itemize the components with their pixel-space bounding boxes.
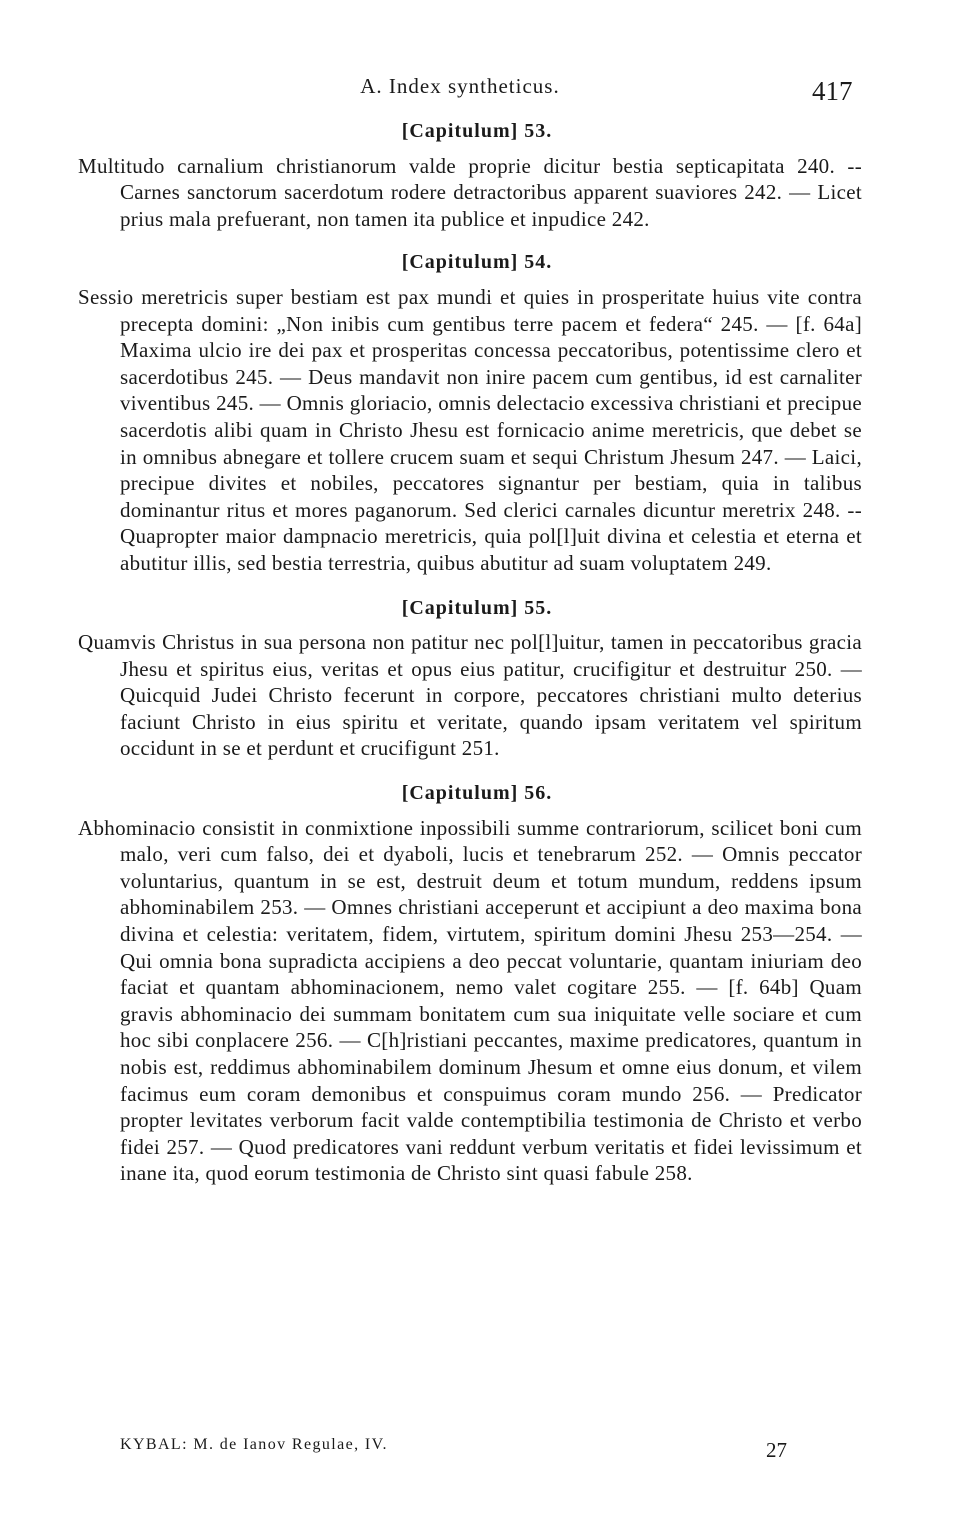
chapter-paragraph: Abhominacio consistit in conmixtione inpossibili summe contrariorum, scilicet boni cum malo, veri cum falso, dei et dyaboli, lucis et tenebrarum 252. — Omnis peccator voluntarius, quantum in se est, destruit deum et totum mundum, reddens ipsum abhominabilem 253. — Omnes christiani acceperunt et accipiunt a deo maxima bona divina et celestia: veritatem, fidem, virtutem, spiritum domini Jhesu 253—254. — Qui omnia bona supradicta accipiens a deo peccat voluntarie, quantam iniuriam deo faciat et quantam abhominacionem, nemo valet cogitare 255. — [f. 64b] Quam gravis abhominacio dei summam bonitatem cum sua iniquitate velle sociare et cum hoc sibi conplacere 256. — C[h]ristiani peccantes, maxime predicatores, quantum in nobis est, reddimus abhominabilem dominum Jhesum et omne eius donum, et vilem facimus eum coram demonibus et conspuimus coram mundo 256. — Predicator propter levitates verborum facit valde contemptibilia testimonia de Christo et verbo fidei 257. — Quod predicatores vani reddunt verbum veritatis et fidei levissimum et inane ita, quod eorum testimonia de Christo sint quasi fabule 258. — [78, 815, 862, 1186]
running-title: A. Index syntheticus. — [360, 74, 560, 98]
section-gap — [78, 577, 862, 595]
chapter-paragraph: Quamvis Christus in sua persona non patitur nec pol[l]uitur, tamen in peccatoribus gracia Jhesu et spiritus eius, veritas et opus eius patitur, crucifigitur et destruitur 250. — Quicquid Judei Christo fecerunt in corpore, peccatores christiani multo deterius faciunt Christo in eius spiritu et veritate, quando ipsam veritatem vel spiritum occidunt in se et perdunt et crucifigunt 251. — [78, 630, 862, 761]
page-number: 417 — [812, 76, 853, 106]
page-body — [78, 118, 862, 1187]
section-gap — [78, 762, 862, 780]
chapter-55 — [78, 595, 862, 763]
chapter-heading: [Capitulum] 55. — [401, 596, 553, 619]
chapter-56 — [78, 780, 862, 1187]
chapter-heading: [Capitulum] 54. — [401, 251, 553, 274]
page-footer — [0, 1436, 960, 1476]
chapter-heading: [Capitulum] 53. — [401, 120, 553, 142]
running-head — [0, 70, 960, 110]
chapter-53 — [78, 118, 862, 232]
chapter-paragraph: Multitudo carnalium christianorum valde proprie dicitur bestia septicapitata 240. -- Carnes sanctorum sacerdotum rodere detractoribus apparent suaviores 242. — Licet prius mala prefuerant, non tamen ita publice et inpudice 242. — [78, 153, 862, 231]
section-gap — [78, 232, 862, 249]
chapter-54 — [78, 249, 862, 576]
footer-citation: KYBAL: M. de Ianov Regulae, IV. — [120, 1436, 388, 1453]
chapter-paragraph: Sessio meretricis super bestiam est pax mundi et quies in prosperitate huius vite contra precepta domini: „Non inibis cum gentibus terre pacem et federa“ 245. — [f. 64a] Maxima ulcio ire dei pax et prosperitas concessa peccatoribus, potentissime clero et sacerdotibus 245. — Deus mandavit non inire pacem cum gentibus, id est carnaliter viventibus 245. — Omnis gloriacio, omnis delectacio excessiva christiani et precipue sacerdotis alibi quam in Christo Jhesu est fornicacio anime meretricis, que debet se in omnibus abnegare et tollere crucem suam et sequi Christum Jhesum 247. — Laici, precipue divites et nobiles, peccatores signantur per bestiam, quia in talibus dominantur ritus et mores paganorum. Sed clerici carnales dicuntur meretrix 248. -- Quapropter maior dampnacio meretricis, quia pol[l]uit divina et celestia et eterna et abutitur illis, sed bestia terrestria, quibus abutitur ad suam voluptatem 249. — [78, 284, 862, 575]
signature-mark: 27 — [766, 1438, 787, 1462]
chapter-heading: [Capitulum] 56. — [401, 782, 553, 805]
